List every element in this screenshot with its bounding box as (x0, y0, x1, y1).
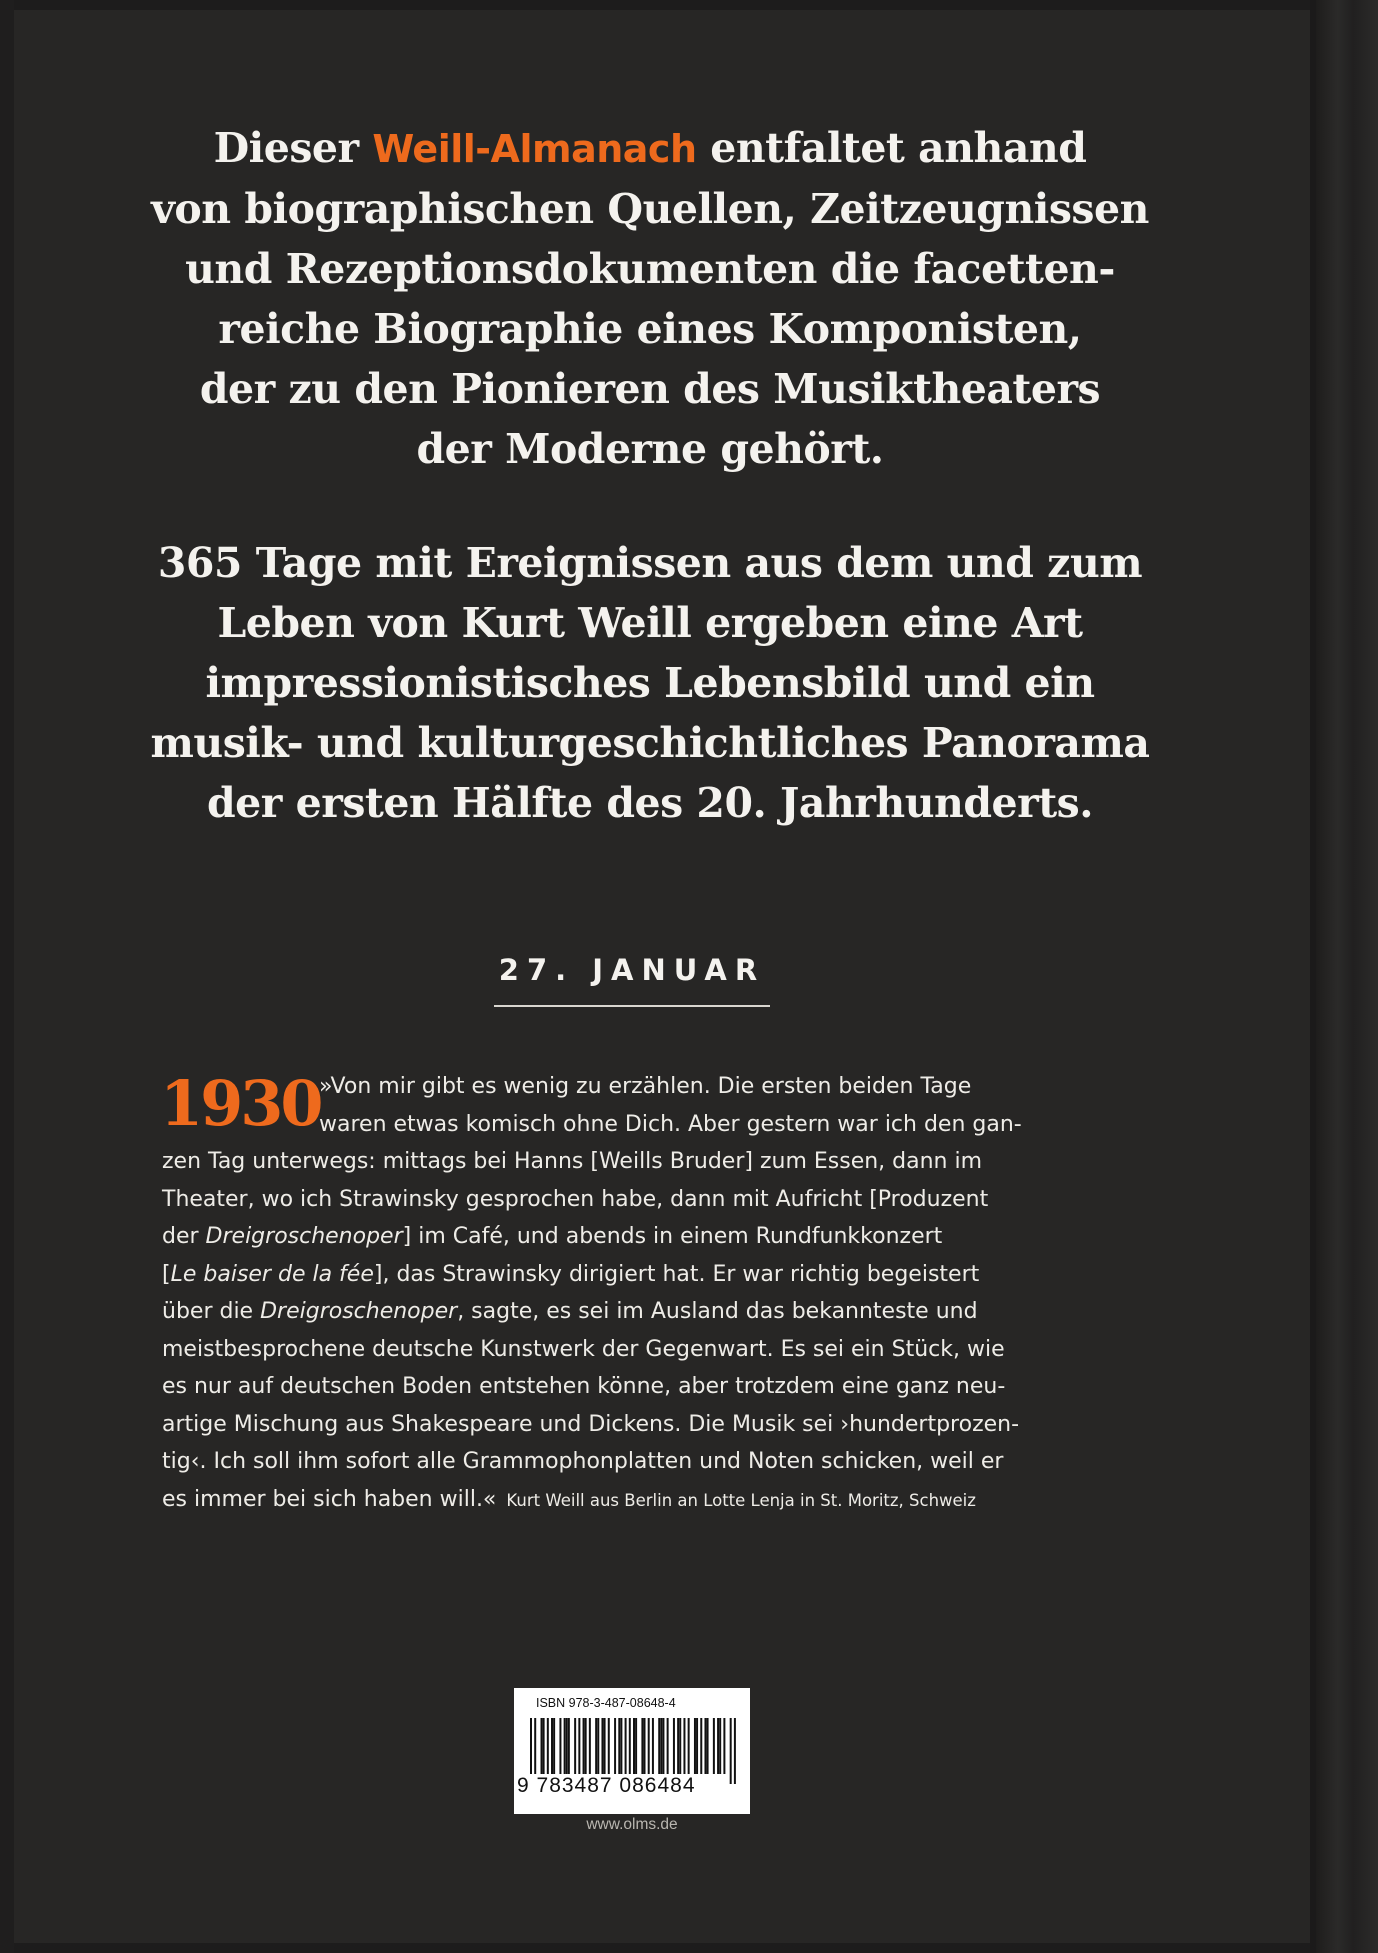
barcode-bar (683, 1718, 685, 1774)
barcode-bar (618, 1718, 620, 1774)
quote-line (162, 1443, 1086, 1481)
quote-text: der (162, 1224, 206, 1249)
isbn-label: ISBN 978-3-487-08648-4 (536, 1696, 676, 1710)
barcode-bar (595, 1718, 597, 1774)
barcode-bar (553, 1718, 555, 1774)
quote-line (162, 1368, 1086, 1406)
barcode-bar (559, 1718, 561, 1774)
intro-paragraph-1 (110, 118, 1190, 479)
quote-text: [ (162, 1261, 171, 1287)
quote-title-italic: Dreigroschenoper (260, 1299, 458, 1324)
book-spine (1316, 0, 1378, 1953)
barcode-bar (585, 1718, 587, 1774)
quote-line (162, 1143, 1086, 1181)
barcode-bar (658, 1718, 660, 1774)
intro-line: Dieser Weill-Almanach entfaltet anhand (213, 124, 1087, 172)
quote-line (162, 1293, 1086, 1331)
barcode-bar (551, 1718, 553, 1774)
entry-quote (162, 1068, 1086, 1519)
quote-text: über die (162, 1299, 261, 1324)
cover-bottom-edge (0, 1943, 1378, 1953)
quote-text: es nur auf deutschen Boden entstehen könne, aber trotzdem eine ganz neu- (162, 1374, 1006, 1399)
publisher-url: www.olms.de (586, 1816, 678, 1833)
quote-text: ], das Strawinsky dirigiert hat. Er war richtig begeistert (373, 1261, 980, 1287)
quote-title-italic: Dreigroschenoper (205, 1224, 403, 1249)
quote-line (162, 1218, 1086, 1256)
barcode-bar (568, 1718, 570, 1774)
intro-text (110, 118, 1190, 833)
barcode-bar (589, 1718, 591, 1774)
quote-line (162, 1256, 1086, 1294)
barcode-bar (717, 1718, 719, 1774)
barcode-bar (677, 1718, 679, 1774)
barcode-bar (566, 1718, 568, 1774)
quote-text: »Von mir gibt es wenig zu erzählen. Die ersten beiden Tage (319, 1074, 972, 1099)
barcode-bar (694, 1718, 696, 1774)
quote-text: zen Tag unterwegs: mittags bei Hanns [Weills Bruder] zum Essen, dann im (162, 1149, 983, 1174)
barcode-bar (604, 1718, 606, 1774)
quote-text: Theater, wo ich Strawinsky gesprochen habe, dann mit Aufricht [Produzent (162, 1186, 989, 1212)
quote-line (162, 1181, 1086, 1219)
quote-text: tig‹. Ich soll ihm sofort alle Grammophonplatten und Noten schicken, weil er (162, 1449, 1004, 1474)
barcode-bar (601, 1718, 603, 1774)
barcode-bar (564, 1718, 566, 1774)
barcode-bar (707, 1718, 709, 1774)
intro-line: von biographischen Quellen, Zeitzeugnissen (151, 185, 1149, 233)
quote-title-italic: Le baiser de la fée (170, 1261, 374, 1287)
barcode-bar (667, 1718, 669, 1774)
quote-text: , sagte, es sei im Ausland das bekannteste und (457, 1299, 978, 1324)
barcode-bar (723, 1718, 725, 1774)
quote-line (162, 1068, 1086, 1106)
barcode-bar (719, 1718, 721, 1774)
isbn-barcode (514, 1688, 750, 1814)
quote-text: waren etwas komisch ohne Dich. Aber gestern war ich den gan- (319, 1111, 1022, 1137)
intro-line: 365 Tage mit Ereignissen aus dem und zum (157, 539, 1143, 587)
barcode-bar (541, 1718, 543, 1774)
barcode-bar (679, 1718, 681, 1774)
intro-line: impressionistisches Lebensbild und ein (205, 659, 1095, 707)
barcode-bar (700, 1718, 702, 1774)
barcode-digits: 9 783487 086484 (517, 1774, 696, 1797)
barcode-bar (644, 1718, 646, 1774)
cover-top-edge (0, 0, 1378, 10)
intro-line: und Rezeptionsdokumenten die facetten- (185, 245, 1115, 293)
barcode-bar (625, 1718, 627, 1774)
entry-year: 1930 (160, 1067, 321, 1140)
quote-line (162, 1406, 1086, 1444)
barcode-bar (614, 1718, 616, 1774)
quote-text: es immer bei sich haben will.« (162, 1486, 497, 1512)
intro-line: Leben von Kurt Weill ergeben eine Art (217, 599, 1083, 647)
date-underline (494, 1005, 770, 1007)
quote-text: meistbesprochene deutsche Kunstwerk der Gegenwart. Es sei ein Stück, wie (162, 1336, 1005, 1362)
barcode-bar (641, 1718, 643, 1774)
quote-text: ] im Café, und abends in einem Rundfunkkonzert (402, 1224, 943, 1249)
barcode-bar (597, 1718, 599, 1774)
barcode-bar (583, 1718, 585, 1774)
intro-line: der zu den Pionieren des Musiktheaters (199, 365, 1101, 413)
barcode-bar (574, 1718, 576, 1774)
barcode-bar (578, 1718, 580, 1774)
entry-date-heading: 27. JANUAR (498, 953, 766, 987)
cover-left-edge (0, 0, 14, 1953)
barcode-bar (662, 1718, 664, 1774)
intro-line: der Moderne gehört. (416, 425, 884, 473)
barcode-bar (734, 1718, 736, 1784)
barcode-bar (608, 1718, 610, 1774)
barcode-bar (704, 1718, 706, 1774)
barcode-bar (730, 1718, 732, 1784)
barcode-bar (547, 1718, 549, 1774)
barcode-bar (696, 1718, 698, 1774)
barcode-bar (652, 1718, 654, 1774)
barcode-bar (620, 1718, 622, 1774)
intro-line: reiche Biographie eines Komponisten, (218, 305, 1082, 353)
barcode-bar (543, 1718, 545, 1774)
quote-line (162, 1106, 1086, 1144)
quote-citation: Kurt Weill aus Berlin an Lotte Lenja in St. Moritz, Schweiz (506, 1490, 976, 1510)
intro-paragraph-2 (110, 533, 1190, 833)
barcode-bar (688, 1718, 690, 1774)
quote-line (162, 1481, 1086, 1520)
quote-text: artige Mischung aus Shakespeare und Dickens. Die Musik sei ›hundertprozen- (162, 1411, 1020, 1437)
almanach-highlight: Weill-Almanach (372, 127, 697, 171)
barcode-bar (648, 1718, 650, 1774)
quote-line (162, 1331, 1086, 1369)
barcode-bar (660, 1718, 662, 1774)
intro-line: musik- und kulturgeschichtliches Panorama (150, 719, 1150, 767)
barcode-bar (713, 1718, 715, 1774)
barcode-bar (673, 1718, 675, 1774)
intro-line: der ersten Hälfte des 20. Jahrhunderts. (207, 779, 1093, 827)
